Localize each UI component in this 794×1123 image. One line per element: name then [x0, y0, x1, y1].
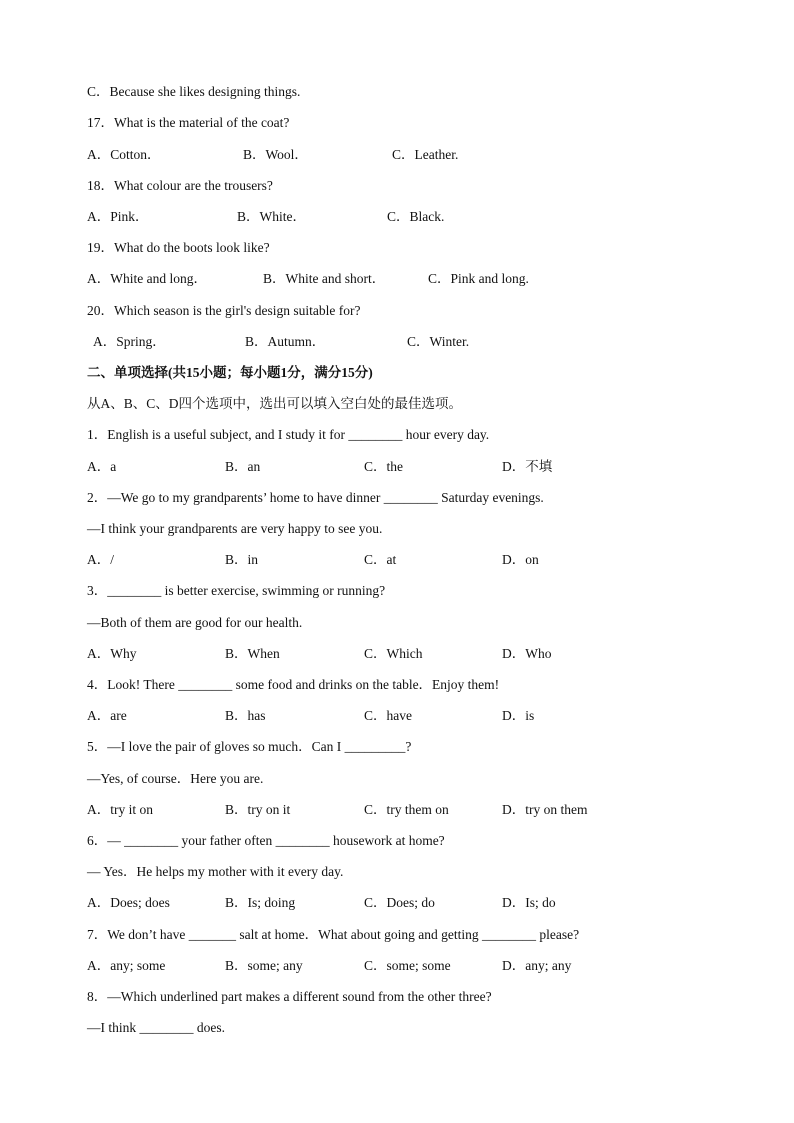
- question-2-option-b: B．in: [225, 552, 259, 567]
- question-3-option-a: A．Why: [87, 646, 137, 661]
- q18-option-a: A．Pink．: [87, 209, 149, 224]
- q20-option-a: A．Spring．: [93, 334, 166, 349]
- q19-stem: 19．What do the boots look like?: [87, 240, 270, 255]
- question-6-reply: — Yes．He helps my mother with it every day.: [87, 864, 344, 879]
- q17-option-b: B．Wool．: [243, 147, 308, 162]
- question-1-option-c: C．the: [364, 459, 403, 474]
- q20-option-c: C．Winter.: [407, 334, 470, 349]
- question-3-option-c: C．Which: [364, 646, 423, 661]
- question-6-option-d: D．Is; do: [502, 895, 556, 910]
- question-8-stem: 8．—Which underlined part makes a different sound from the other three?: [87, 989, 492, 1004]
- question-6-option-b: B．Is; doing: [225, 895, 296, 910]
- q17-option-c: C．Leather.: [392, 147, 459, 162]
- question-8-reply: —I think ________ does.: [87, 1020, 225, 1035]
- question-3-reply: —Both of them are good for our health.: [87, 615, 303, 630]
- question-3-stem: 3．________ is better exercise, swimming or running?: [87, 583, 386, 598]
- question-6-option-a: A．Does; does: [87, 895, 170, 910]
- question-5-stem: 5．—I love the pair of gloves so much．Can I _________?: [87, 739, 412, 754]
- question-7-stem: 7．We don’t have _______ salt at home．What about going and getting ________ please?: [87, 927, 580, 942]
- q18-option-c: C．Black.: [387, 209, 445, 224]
- question-5-option-c: C．try them on: [364, 802, 449, 817]
- question-4-option-b: B．has: [225, 708, 266, 723]
- question-2-option-d: D．on: [502, 552, 539, 567]
- question-5-option-d: D．try on them: [502, 802, 588, 817]
- q18-option-b: B．White．: [237, 209, 306, 224]
- question-2-option-a: A．/: [87, 552, 114, 567]
- q18-stem: 18．What colour are the trousers?: [87, 178, 273, 193]
- question-3-option-b: B．When: [225, 646, 280, 661]
- q19-option-a: A．White and long．: [87, 271, 207, 286]
- question-6-option-c: C．Does; do: [364, 895, 435, 910]
- question-4-option-a: A．are: [87, 708, 127, 723]
- question-4-option-d: D．is: [502, 708, 535, 723]
- question-3-option-d: D．Who: [502, 646, 552, 661]
- question-5-option-a: A．try it on: [87, 802, 153, 817]
- question-1-option-b: B．an: [225, 459, 261, 474]
- question-7-option-d: D．any; any: [502, 958, 572, 973]
- question-4-stem: 4．Look! There ________ some food and drinks on the table．Enjoy them!: [87, 677, 500, 692]
- question-5-option-b: B．try on it: [225, 802, 291, 817]
- question-2-stem: 2．—We go to my grandparents’ home to have dinner ________ Saturday evenings.: [87, 490, 544, 505]
- question-6-stem: 6．— ________ your father often ________ housework at home?: [87, 833, 445, 848]
- section-title: 二、单项选择(共15小题；每小题1分，满分15分): [87, 365, 373, 380]
- question-1-option-d: D．不填: [502, 459, 553, 474]
- q19-option-b: B．White and short．: [263, 271, 386, 286]
- question-1-option-a: A．a: [87, 459, 117, 474]
- q17-option-a: A．Cotton．: [87, 147, 161, 162]
- question-7-option-a: A．any; some: [87, 958, 166, 973]
- question-5-reply: —Yes, of course．Here you are.: [87, 771, 264, 786]
- question-1-stem: 1．English is a useful subject, and I study it for ________ hour every day.: [87, 427, 490, 442]
- q20-stem: 20．Which season is the girl's design suitable for?: [87, 303, 361, 318]
- question-7-option-b: B．some; any: [225, 958, 303, 973]
- q20-option-b: B．Autumn．: [245, 334, 326, 349]
- q16-option-c: C．Because she likes designing things.: [87, 84, 301, 99]
- q19-option-c: C．Pink and long.: [428, 271, 529, 286]
- question-4-option-c: C．have: [364, 708, 412, 723]
- q17-stem: 17．What is the material of the coat?: [87, 115, 290, 130]
- question-7-option-c: C．some; some: [364, 958, 451, 973]
- section-instruction: 从A、B、C、D四个选项中，选出可以填入空白处的最佳选项。: [87, 396, 463, 411]
- question-2-option-c: C．at: [364, 552, 397, 567]
- question-2-reply: —I think your grandparents are very happy to see you.: [87, 521, 383, 536]
